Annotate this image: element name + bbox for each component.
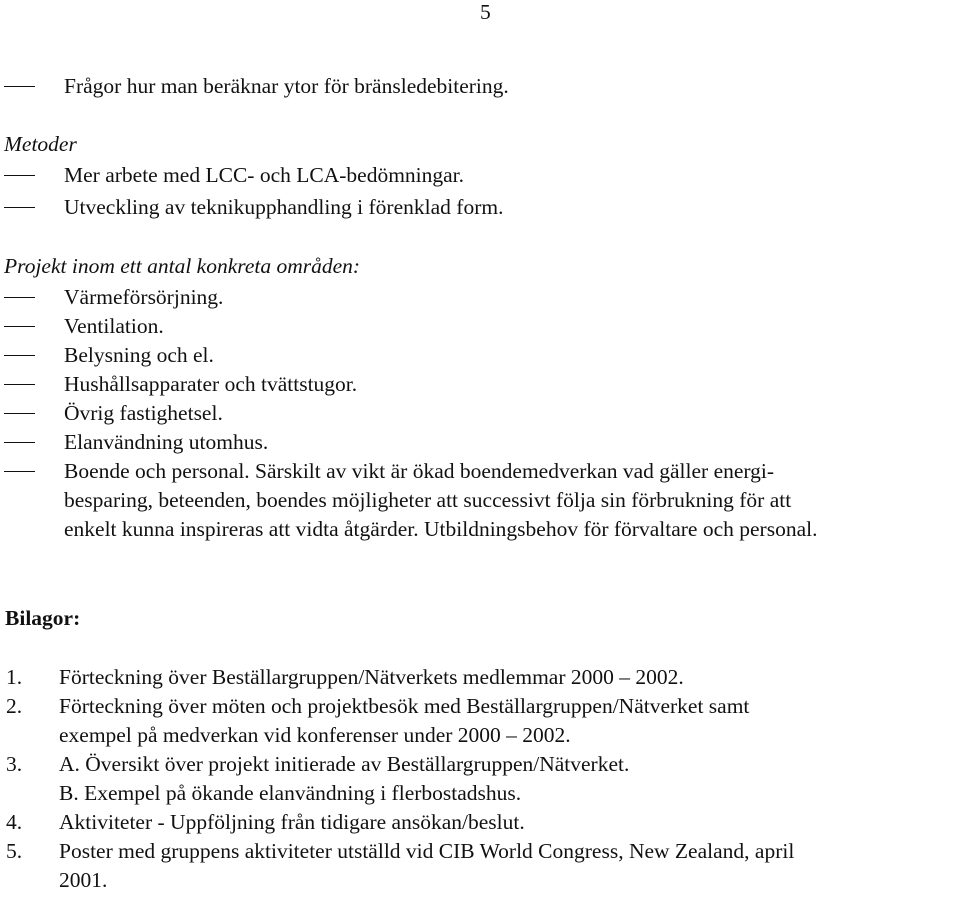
projects-item: Belysning och el. (64, 343, 214, 367)
attachment-number: 3. (6, 752, 23, 776)
attachment-number: 5. (6, 839, 23, 863)
methods-item: Utveckling av teknikupphandling i förenklad form. (64, 195, 504, 219)
projects-heading: Projekt inom ett antal konkreta områden: (4, 254, 361, 278)
dash-bullet (4, 86, 35, 87)
dash-bullet (4, 355, 35, 356)
methods-heading: Metoder (4, 132, 77, 156)
attachment-line: A. Översikt över projekt initierade av Beställargruppen/Nätverket. (59, 752, 630, 776)
dash-bullet (4, 326, 35, 327)
attachments-heading: Bilagor: (5, 606, 81, 630)
attachment-line: Aktiviteter - Uppföljning från tidigare ansökan/beslut. (59, 810, 525, 834)
page-number: 5 (480, 0, 491, 24)
projects-last-item-line: besparing, beteenden, boendes möjligheter att successivt följa sin förbrukning för att (64, 488, 792, 512)
attachment-line: Poster med gruppens aktiviteter utställd vid CIB World Congress, New Zealand, april (59, 839, 795, 863)
attachment-line: B. Exempel på ökande elanvändning i flerbostadshus. (59, 781, 522, 805)
projects-last-item-line: enkelt kunna inspireras att vidta åtgärder. Utbildningsbehov för förvaltare och personal. (64, 517, 818, 541)
projects-item: Hushållsapparater och tvättstugor. (64, 372, 358, 396)
projects-item: Elanvändning utomhus. (64, 430, 269, 454)
projects-item: Ventilation. (64, 314, 164, 338)
attachment-number: 4. (6, 810, 23, 834)
attachment-line: 2001. (59, 868, 108, 892)
dash-bullet (4, 413, 35, 414)
attachment-line: Förteckning över Beställargruppen/Nätverkets medlemmar 2000 – 2002. (59, 665, 684, 689)
methods-item: Mer arbete med LCC- och LCA-bedömningar. (64, 163, 465, 187)
dash-bullet (4, 384, 35, 385)
intro-item: Frågor hur man beräknar ytor för bränsledebitering. (64, 74, 509, 98)
dash-bullet (4, 471, 35, 472)
attachment-line: Förteckning över möten och projektbesök med Beställargruppen/Nätverket samt (59, 694, 750, 718)
dash-bullet (4, 175, 35, 176)
projects-item: Övrig fastighetsel. (64, 401, 223, 425)
attachment-number: 1. (6, 665, 23, 689)
attachment-number: 2. (6, 694, 23, 718)
attachment-line: exempel på medverkan vid konferenser under 2000 – 2002. (59, 723, 571, 747)
dash-bullet (4, 297, 35, 298)
dash-bullet (4, 442, 35, 443)
dash-bullet (4, 207, 35, 208)
projects-last-item-line: Boende och personal. Särskilt av vikt är ökad boendemedverkan vad gäller energi- (64, 459, 775, 483)
projects-item: Värmeförsörjning. (64, 285, 224, 309)
